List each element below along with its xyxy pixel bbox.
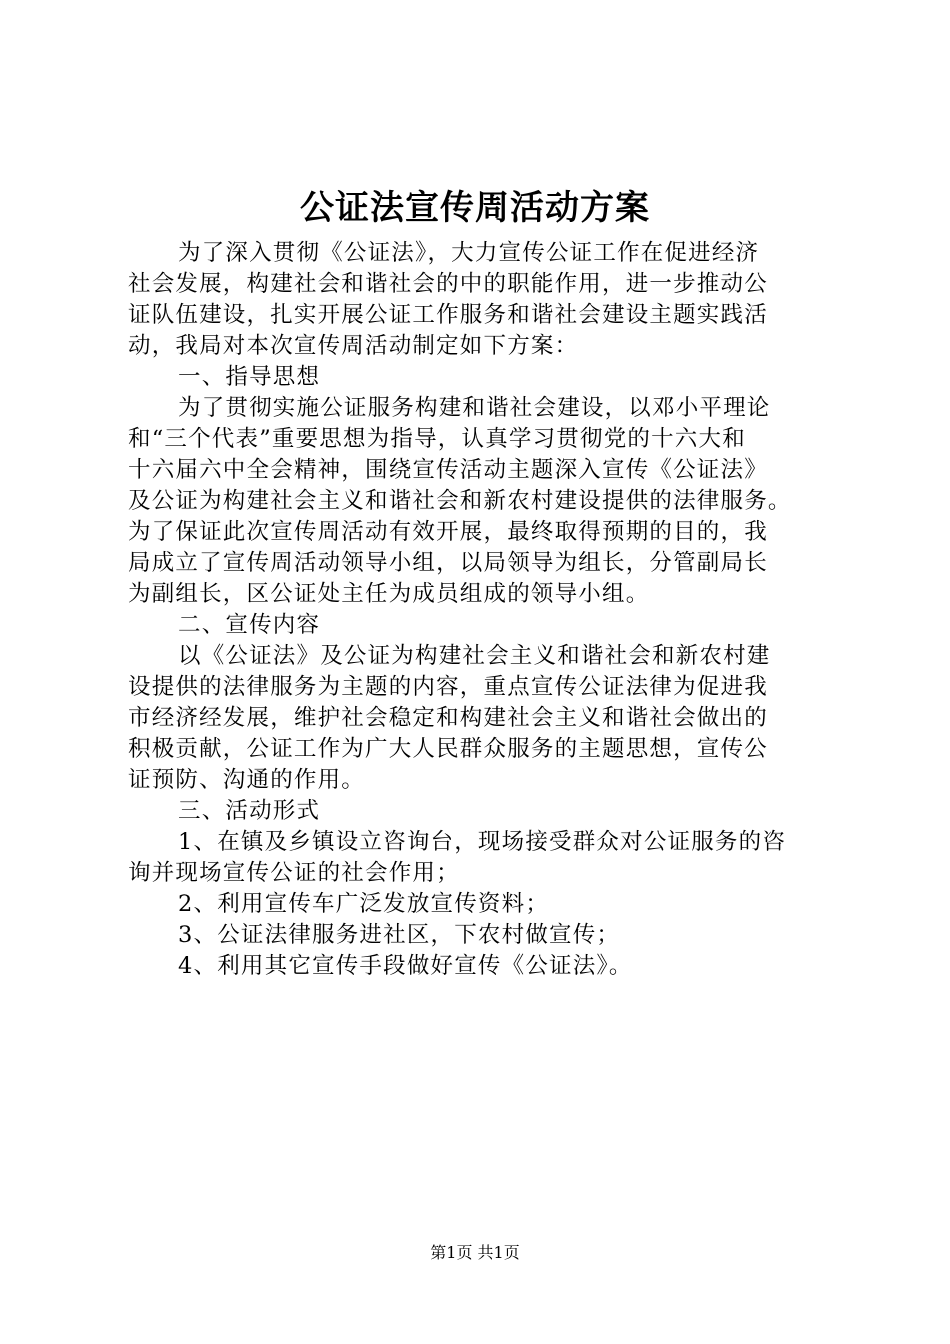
text-line: 询并现场宣传公证的社会作用； — [128, 860, 460, 886]
text-line: 十六届六中全会精神，围绕宣传活动主题深入宣传《公证法》 — [128, 457, 768, 483]
document-body — [128, 238, 828, 982]
section-heading-activity-forms: 三、活动形式 — [178, 798, 321, 824]
activity-item-3: 3、公证法律服务进社区，下农村做宣传； — [178, 922, 621, 948]
text-line: 1、在镇及乡镇设立咨询台，现场接受群众对公证服务的咨 — [178, 829, 787, 855]
text-line: 局成立了宣传周活动领导小组，以局领导为组长，分管副局长 — [128, 550, 768, 576]
text-line: 和“三个代表”重要思想为指导，认真学习贯彻党的十六大和 — [128, 426, 746, 452]
text-line: 证预防、沟通的作用。 — [128, 767, 366, 793]
text-line: 及公证为构建社会主义和谐社会和新农村建设提供的法律服务。 — [128, 488, 792, 514]
activity-item-4: 4、利用其它宣传手段做好宣传《公证法》。 — [178, 953, 633, 979]
section2-paragraph — [128, 641, 828, 796]
text-line: 市经济经发展，维护社会稳定和构建社会主义和谐社会做出的 — [128, 705, 768, 731]
text-line: 为了深入贯彻《公证法》，大力宣传公证工作在促进经济 — [178, 240, 760, 266]
activity-item-1 — [128, 827, 828, 889]
text-line: 设提供的法律服务为主题的内容，重点宣传公证法律为促进我 — [128, 674, 768, 700]
activity-item-2: 2、利用宣传车广泛发放宣传资料； — [178, 891, 550, 917]
text-line: 积极贡献，公证工作为广大人民群众服务的主题思想，宣传公 — [128, 736, 768, 762]
section1-paragraph — [128, 393, 828, 610]
section-heading-content: 二、宣传内容 — [178, 612, 321, 638]
text-line: 社会发展，构建社会和谐社会的中的职能作用，进一步推动公 — [128, 271, 768, 297]
page-footer: 第1页 共1页 — [430, 1243, 520, 1262]
text-line: 为了贯彻实施公证服务构建和谐社会建设，以邓小平理论 — [178, 395, 771, 421]
text-line: 为了保证此次宣传周活动有效开展，最终取得预期的目的，我 — [128, 519, 768, 545]
text-line: 为副组长，区公证处主任为成员组成的领导小组。 — [128, 581, 650, 607]
text-line: 证队伍建设，扎实开展公证工作服务和谐社会建设主题实践活 — [128, 302, 768, 328]
document-title: 公证法宣传周活动方案 — [300, 188, 650, 228]
intro-paragraph — [128, 238, 828, 362]
text-line: 动，我局对本次宣传周活动制定如下方案： — [128, 333, 579, 359]
section-heading-guiding-thought: 一、指导思想 — [178, 364, 321, 390]
text-line: 以《公证法》及公证为构建社会主义和谐社会和新农村建 — [178, 643, 771, 669]
